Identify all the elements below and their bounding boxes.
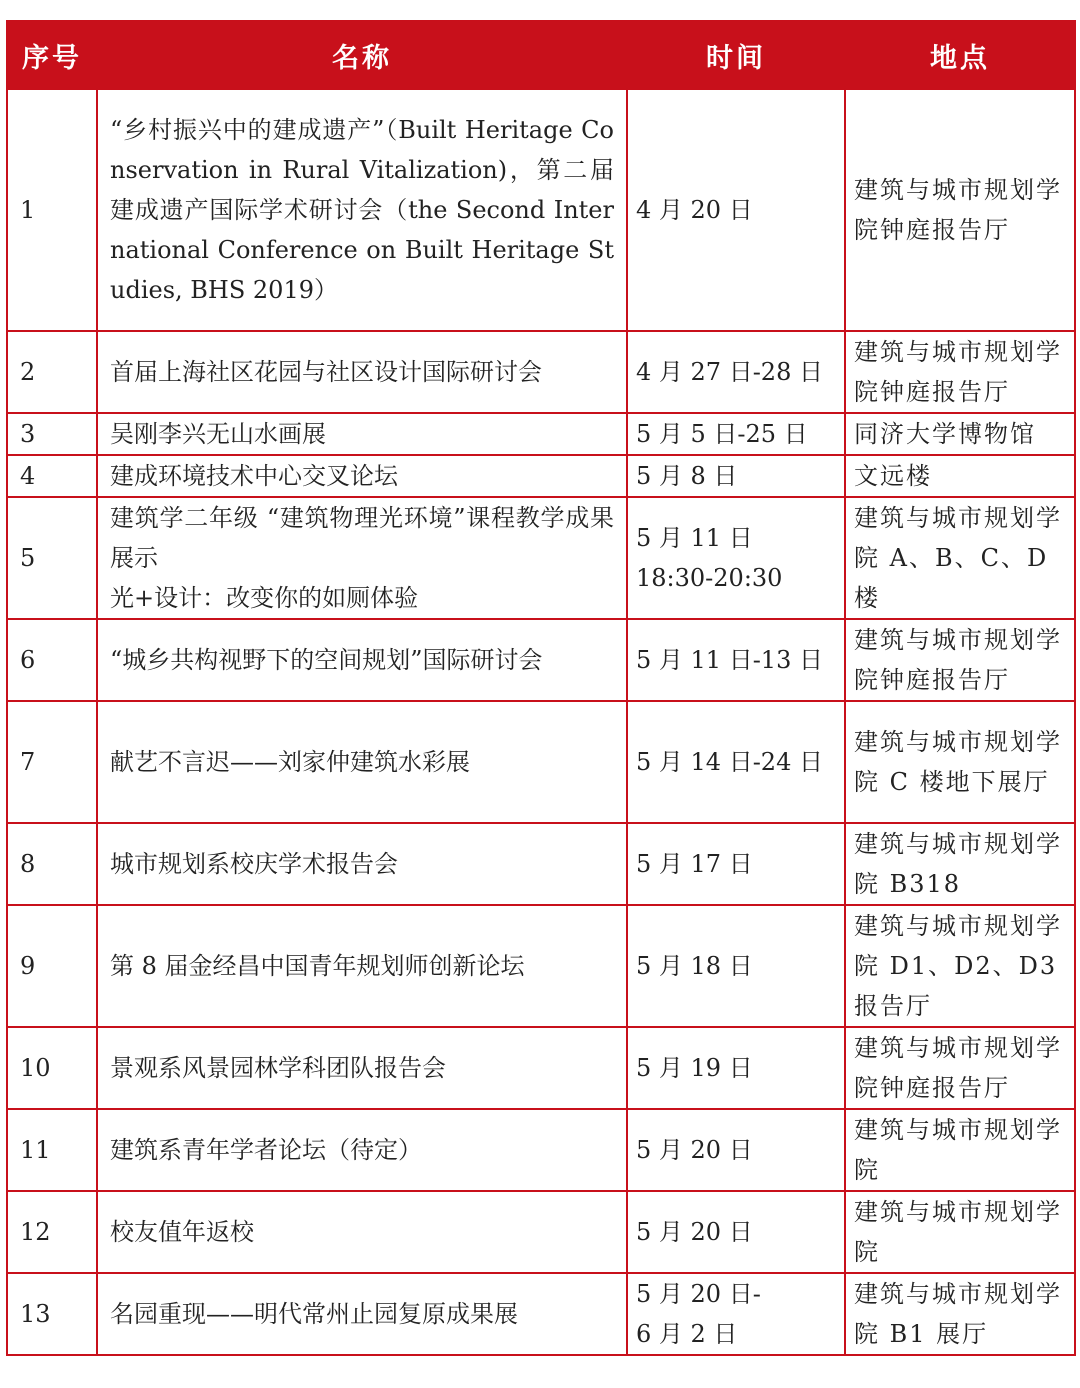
cell-location: [845, 619, 1075, 701]
cell-index: 8: [7, 823, 97, 905]
cell-time-line: 5 月 20 日-: [636, 1280, 761, 1308]
cell-name: [97, 701, 627, 823]
table-row: [7, 413, 1075, 455]
cell-location-line: 同济大学博物馆: [854, 420, 1036, 448]
cell-index: 6: [7, 619, 97, 701]
cell-time: [627, 1109, 845, 1191]
cell-time-line: 18:30-20:30: [636, 564, 783, 592]
table-row: [7, 619, 1075, 701]
cell-time-line: 5 月 5 日-25 日: [636, 420, 808, 448]
cell-name: [97, 823, 627, 905]
table-row: [7, 823, 1075, 905]
header-location: 地点: [845, 21, 1075, 89]
cell-time: [627, 455, 845, 497]
cell-location: [845, 1273, 1075, 1355]
cell-location-line: 建筑与城市规划学院钟庭报告厅: [854, 176, 1062, 244]
cell-index: 4: [7, 455, 97, 497]
cell-location-line: 建筑与城市规划学院 B1 展厅: [854, 1280, 1062, 1348]
cell-name-line: 吴刚李兴无山水画展: [110, 420, 326, 448]
cell-location-line: 建筑与城市规划学院 A、B、C、D 楼: [854, 504, 1062, 612]
table-row: [7, 497, 1075, 619]
table-row: [7, 89, 1075, 331]
table-row: [7, 331, 1075, 413]
cell-location: [845, 497, 1075, 619]
cell-time-line: 5 月 8 日: [636, 462, 738, 490]
cell-index: 5: [7, 497, 97, 619]
cell-time: [627, 497, 845, 619]
cell-name: [97, 89, 627, 331]
cell-location-line: 建筑与城市规划学院 B318: [854, 830, 1062, 898]
cell-index: 13: [7, 1273, 97, 1355]
cell-location: [845, 701, 1075, 823]
cell-time-line: 6 月 2 日: [636, 1320, 738, 1348]
cell-name-line: 景观系风景园林学科团队报告会: [110, 1054, 446, 1082]
table-row: [7, 1273, 1075, 1355]
cell-location-line: 建筑与城市规划学院钟庭报告厅: [854, 1034, 1062, 1102]
cell-location: [845, 1191, 1075, 1273]
cell-location-line: 建筑与城市规划学院: [854, 1198, 1062, 1266]
cell-location-line: 建筑与城市规划学院 D1、D2、D3 报告厅: [854, 912, 1062, 1020]
cell-name: [97, 413, 627, 455]
table-row: [7, 1191, 1075, 1273]
cell-name-line: 首届上海社区花园与社区设计国际研讨会: [110, 358, 542, 386]
cell-time-line: 5 月 11 日: [636, 524, 753, 552]
cell-name: [97, 1027, 627, 1109]
cell-name-line: 建筑学二年级 “建筑物理光环境”课程教学成果展示: [110, 504, 614, 572]
cell-time-line: 5 月 18 日: [636, 952, 753, 980]
cell-time-line: 5 月 11 日-13 日: [636, 646, 823, 674]
cell-index: 12: [7, 1191, 97, 1273]
cell-index: 10: [7, 1027, 97, 1109]
header-time: 时间: [627, 21, 845, 89]
cell-index: 2: [7, 331, 97, 413]
cell-time: [627, 701, 845, 823]
cell-time-line: 5 月 20 日: [636, 1136, 753, 1164]
cell-name-line: 建成环境技术中心交叉论坛: [110, 462, 398, 490]
cell-time: [627, 1273, 845, 1355]
table-row: [7, 1027, 1075, 1109]
cell-time-line: 4 月 27 日-28 日: [636, 358, 823, 386]
cell-location: [845, 823, 1075, 905]
cell-time: [627, 89, 845, 331]
cell-name-line: “乡村振兴中的建成遗产”（Built Heritage Conservation in Rural Vitalization)，第二届建成遗产国际学术研讨会（the Second International Conference on Built Heritage Studies, BHS 2019）: [110, 116, 614, 304]
cell-location-line: 建筑与城市规划学院: [854, 1116, 1062, 1184]
cell-location-line: 建筑与城市规划学院 C 楼地下展厅: [854, 728, 1062, 796]
table-row: [7, 701, 1075, 823]
header-name: 名称: [97, 21, 627, 89]
cell-name-line: 第 8 届金经昌中国青年规划师创新论坛: [110, 952, 525, 980]
cell-time: [627, 331, 845, 413]
cell-location: [845, 1109, 1075, 1191]
cell-location: [845, 413, 1075, 455]
cell-time: [627, 905, 845, 1027]
cell-name: [97, 619, 627, 701]
cell-time-line: 4 月 20 日: [636, 196, 753, 224]
cell-time-line: 5 月 17 日: [636, 850, 753, 878]
cell-location: [845, 905, 1075, 1027]
cell-name: [97, 331, 627, 413]
cell-location: [845, 1027, 1075, 1109]
cell-name-line: 献艺不言迟——刘家仲建筑水彩展: [110, 748, 470, 776]
cell-location-line: 文远楼: [854, 462, 932, 490]
cell-name-line: 光+设计：改变你的如厕体验: [110, 584, 419, 612]
cell-name-line: “城乡共构视野下的空间规划”国际研讨会: [110, 646, 543, 674]
cell-time-line: 5 月 20 日: [636, 1218, 753, 1246]
cell-time: [627, 619, 845, 701]
event-table-container: [6, 20, 1074, 1356]
cell-name: [97, 455, 627, 497]
cell-location: [845, 455, 1075, 497]
cell-location: [845, 331, 1075, 413]
cell-time: [627, 1027, 845, 1109]
table-header-row: [7, 21, 1075, 89]
cell-time-line: 5 月 19 日: [636, 1054, 753, 1082]
cell-index: 1: [7, 89, 97, 331]
header-index: 序号: [7, 21, 97, 89]
cell-index: 7: [7, 701, 97, 823]
cell-name-line: 建筑系青年学者论坛（待定）: [110, 1136, 422, 1164]
event-table: [6, 20, 1076, 1356]
cell-name: [97, 905, 627, 1027]
cell-index: 9: [7, 905, 97, 1027]
cell-location-line: 建筑与城市规划学院钟庭报告厅: [854, 338, 1062, 406]
cell-name: [97, 1109, 627, 1191]
table-row: [7, 1109, 1075, 1191]
cell-name-line: 名园重现——明代常州止园复原成果展: [110, 1300, 518, 1328]
cell-location: [845, 89, 1075, 331]
table-row: [7, 455, 1075, 497]
cell-time: [627, 823, 845, 905]
cell-time-line: 5 月 14 日-24 日: [636, 748, 823, 776]
cell-time: [627, 413, 845, 455]
cell-index: 11: [7, 1109, 97, 1191]
cell-time: [627, 1191, 845, 1273]
table-row: [7, 905, 1075, 1027]
cell-location-line: 建筑与城市规划学院钟庭报告厅: [854, 626, 1062, 694]
cell-name: [97, 1191, 627, 1273]
cell-name-line: 校友值年返校: [110, 1218, 254, 1246]
cell-name: [97, 497, 627, 619]
cell-index: 3: [7, 413, 97, 455]
cell-name-line: 城市规划系校庆学术报告会: [110, 850, 398, 878]
cell-name: [97, 1273, 627, 1355]
